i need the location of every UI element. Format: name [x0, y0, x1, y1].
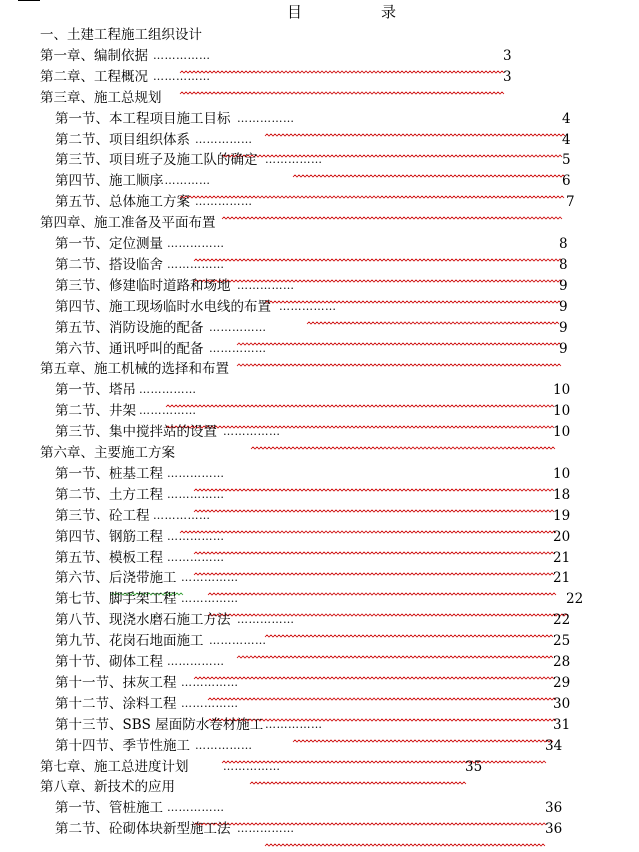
toc-entry-label: 第二节、搭设临舍: [55, 256, 163, 273]
toc-entry[interactable]: [0, 484, 639, 505]
toc-entry-label: 第三节、项目班子及施工队的确定: [55, 152, 258, 169]
toc-page-number: 20: [553, 528, 571, 545]
spellcheck-underline: [194, 666, 553, 671]
toc-page-number: 9: [559, 277, 568, 294]
toc-entry[interactable]: [0, 630, 639, 651]
toc-entry-label: 第四节、施工现场临时水电线的布置: [55, 298, 271, 315]
spellcheck-underline: [166, 394, 553, 399]
toc-page-number: 29: [553, 674, 571, 691]
spellcheck-underline: [208, 603, 566, 608]
toc-entry[interactable]: [0, 296, 639, 317]
spellcheck-underline: [180, 185, 562, 190]
toc-entry-label: 第四节、钢筋工程: [55, 528, 163, 545]
toc-leader-dots: ……………: [265, 153, 323, 167]
toc-page-number: 10: [553, 382, 571, 399]
spellcheck-underline: [293, 164, 562, 169]
toc-leader-dots: ……………: [237, 111, 295, 125]
toc-entry[interactable]: [0, 338, 639, 359]
toc-page-number: 36: [545, 821, 563, 838]
toc-entry[interactable]: [0, 400, 639, 421]
spellcheck-underline: [265, 123, 562, 128]
toc-leader-dots: ……………: [139, 383, 197, 397]
toc-entry-label: 第一章、编制依据: [40, 47, 148, 64]
toc-entry-label: 第一节、定位测量: [55, 236, 163, 252]
toc-entry-label: 第六节、通讯呼叫的配备: [55, 340, 204, 357]
toc-page-number: 6: [562, 173, 571, 190]
toc-entry[interactable]: [0, 45, 639, 66]
toc-page-number: 31: [553, 716, 571, 733]
toc-page-number: 3: [503, 68, 512, 85]
spellcheck-underline: [180, 520, 553, 525]
toc-leader-dots: ……………: [209, 341, 267, 355]
toc-entry[interactable]: [0, 317, 639, 338]
toc-entry-label: 第二节、土方工程: [55, 486, 163, 503]
toc-entry[interactable]: [0, 735, 639, 756]
spellcheck-underline: [194, 812, 545, 817]
toc-entry[interactable]: [0, 672, 639, 693]
toc-entry-label: 第十四节、季节性施工: [55, 737, 190, 754]
spellcheck-underline: [293, 729, 553, 734]
toc-heading[interactable]: [0, 358, 639, 379]
spellcheck-underline: [251, 436, 553, 441]
spellcheck-underline: [250, 771, 465, 776]
toc-entry[interactable]: [0, 651, 639, 672]
toc-page-number: 9: [559, 319, 568, 336]
toc-entry-label: 第五节、模板工程: [55, 549, 163, 566]
toc-entry-label: 第四节、施工顺序: [55, 173, 163, 190]
toc-page-number: 10: [553, 465, 571, 482]
toc-entry-label: 第一节、桩基工程: [55, 465, 163, 482]
toc-page-number: 34: [545, 737, 563, 754]
toc-leader-dots: ……………: [223, 759, 281, 773]
toc-entry-label: 第六节、后浇带施工: [55, 570, 177, 587]
toc-entry-label: 第六章、主要施工方案: [40, 445, 175, 461]
toc-entry-label: 第九节、花岗石地面施工: [55, 633, 204, 650]
toc-leader-dots: ……………: [167, 550, 225, 564]
toc-entry[interactable]: [0, 547, 639, 568]
toc-leader-dots: ……………: [153, 508, 211, 522]
spellcheck-underline: [194, 478, 553, 483]
toc-title: [0, 2, 639, 22]
toc-heading[interactable]: [0, 212, 639, 233]
toc-entry-label: 第一节、管桩施工: [55, 800, 163, 817]
toc-leader-dots: ……………: [181, 696, 239, 710]
toc-leader-dots: ……………: [223, 425, 281, 439]
toc-entry-label: 第二章、工程概况: [40, 68, 148, 85]
toc-entry-label: 一、土建工程施工组织设计: [40, 27, 202, 43]
toc-entry[interactable]: [0, 714, 639, 735]
toc-page-number: 36: [545, 800, 563, 817]
toc-entry-label: 第一节、本工程项目施工目标: [55, 110, 231, 127]
spellcheck-underline: [222, 144, 562, 149]
toc-entry-label: 第十二节、涂料工程: [55, 695, 177, 712]
toc-entry[interactable]: [0, 66, 639, 87]
toc-entry-label: 第二节、项目组织体系: [55, 131, 190, 148]
toc-leader-dots: ……………: [209, 634, 267, 648]
toc-entry[interactable]: [0, 254, 639, 275]
toc-entry[interactable]: [0, 463, 639, 484]
grammar-underline: [111, 582, 181, 587]
toc-leader-dots: ……………: [181, 571, 239, 585]
toc-page-number: 28: [553, 654, 571, 670]
toc-entry[interactable]: [0, 693, 639, 714]
toc-page-number: 30: [553, 695, 571, 712]
toc-leader-dots: ……………: [181, 675, 239, 689]
corner-mark: [18, 0, 40, 1]
toc-leader-dots: ……………: [167, 257, 225, 271]
toc-entry[interactable]: [0, 818, 639, 839]
spellcheck-underline: [265, 624, 553, 629]
spellcheck-underline: [208, 687, 553, 692]
toc-page-number: 19: [553, 507, 571, 524]
toc-leader-dots: ……………: [279, 299, 337, 313]
toc-page-number: 4: [562, 131, 571, 148]
toc-page-number: 9: [559, 340, 568, 357]
toc-entry-label: 第四章、施工准备及平面布置: [40, 215, 216, 232]
toc-leader-dots: ……………: [153, 69, 211, 83]
toc-heading[interactable]: [0, 776, 639, 797]
spellcheck-underline: [265, 833, 545, 838]
toc-page-number: 18: [553, 486, 571, 503]
spellcheck-underline: [237, 353, 559, 358]
toc-leader-dots: ……………: [195, 195, 253, 209]
toc-entry[interactable]: [0, 567, 639, 588]
toc-page-number: 10: [553, 424, 571, 441]
toc-entry[interactable]: [0, 797, 639, 818]
toc-entry[interactable]: [0, 588, 639, 609]
spellcheck-underline: [194, 269, 559, 274]
toc-leader-dots: ……………: [195, 132, 253, 146]
spellcheck-underline: [194, 541, 553, 546]
toc-page-number: 25: [553, 633, 571, 650]
toc-entry[interactable]: [0, 129, 639, 150]
toc-entry[interactable]: [0, 233, 639, 254]
toc-entry-label: 第八章、新技术的应用: [40, 779, 175, 796]
toc-entry[interactable]: [0, 108, 639, 129]
toc-entry-label: 第三节、砼工程: [55, 507, 150, 524]
toc-entry[interactable]: [0, 505, 639, 526]
toc-leader-dots: ……………: [167, 466, 225, 480]
toc-leader-dots: ……………: [265, 717, 323, 731]
spellcheck-underline: [208, 708, 553, 713]
toc-entry[interactable]: [0, 756, 639, 777]
toc-leader-dots: ……………: [181, 592, 239, 606]
spellcheck-underline: [265, 290, 559, 295]
title-char-mu: 目: [287, 3, 303, 21]
toc-heading[interactable]: [0, 87, 639, 108]
spellcheck-underline: [166, 415, 553, 420]
spellcheck-underline: [180, 60, 503, 65]
toc-page-number: 7: [566, 194, 575, 211]
toc-entry-label: 第三章、施工总规划: [40, 89, 162, 106]
toc-entry-label: 第十三节、SBS 屋面防水卷材施工: [55, 716, 264, 733]
toc-entry[interactable]: [0, 609, 639, 630]
toc-entry-label: 第二节、砼砌体块新型施工法: [55, 821, 231, 838]
toc-page-number: 21: [553, 570, 571, 587]
toc-entry-label: 第七节、脚手架工程: [55, 591, 177, 608]
toc-entry-label: 第五节、消防设施的配备: [55, 319, 204, 336]
spellcheck-underline: [222, 206, 562, 211]
toc-entry[interactable]: [0, 149, 639, 170]
toc-entry-label: 第五章、施工机械的选择和布置: [40, 361, 229, 378]
toc-page-number: 8: [559, 256, 568, 273]
toc-leader-dots: ……………: [237, 822, 295, 836]
spellcheck-underline: [307, 311, 559, 316]
toc-page-number: 10: [553, 403, 571, 420]
spellcheck-underline: [180, 81, 503, 86]
toc-leader-dots: ……………: [153, 48, 211, 62]
toc-page-number: 9: [559, 298, 568, 315]
toc-entry-label: 第一节、塔吊: [55, 382, 136, 399]
toc-leader-dots: ……………: [167, 487, 225, 501]
toc-entry-label: 第十节、砌体工程: [55, 654, 163, 670]
spellcheck-underline: [208, 582, 553, 587]
spellcheck-underline: [194, 499, 553, 504]
toc-leader-dots: ……………: [167, 655, 225, 668]
toc-page-number: 22: [566, 591, 584, 608]
toc-entry[interactable]: [0, 191, 639, 212]
toc-leader-dots: ……………: [167, 529, 225, 543]
toc-entry[interactable]: [0, 170, 639, 191]
toc-entry[interactable]: [0, 421, 639, 442]
toc-heading[interactable]: [0, 24, 639, 45]
toc-entry-label: 第七章、施工总进度计划: [40, 758, 189, 775]
toc-page-number: 4: [562, 110, 571, 127]
spellcheck-underline: [194, 562, 553, 567]
toc-entry-label: 第五节、总体施工方案: [55, 194, 190, 211]
title-char-lu: 录: [381, 3, 397, 21]
toc-page-number: 35: [465, 758, 483, 775]
toc-entry[interactable]: [0, 275, 639, 296]
toc-page-number: 3: [503, 47, 512, 64]
toc-entry-label: 第三节、集中搅拌站的设置: [55, 424, 217, 441]
toc-entry-label: 第十一节、抹灰工程: [55, 674, 177, 691]
toc-page-number: 21: [553, 549, 571, 566]
toc-leader-dots: ……………: [167, 237, 225, 250]
toc-leader-dots: ……………: [237, 613, 295, 627]
spellcheck-underline: [237, 645, 553, 650]
spellcheck-underline: [237, 332, 559, 337]
toc-leader-dots: ……………: [139, 404, 197, 418]
toc-entry-label: 第八节、现浇水磨石施工方法: [55, 612, 231, 629]
spellcheck-underline: [222, 750, 545, 755]
toc-leader-dots: ……………: [195, 738, 253, 752]
toc-entry[interactable]: [0, 379, 639, 400]
toc-entry[interactable]: [0, 526, 639, 547]
toc-page-number: 8: [559, 236, 568, 252]
toc-page-number: 22: [553, 612, 571, 629]
spellcheck-underline: [194, 248, 559, 253]
toc-leader-dots: ……………: [237, 278, 295, 292]
toc-leader-dots: ……………: [153, 174, 211, 188]
toc-leader-dots: ……………: [209, 320, 267, 334]
toc-entry-label: 第二节、井架: [55, 403, 136, 420]
toc-page-number: 5: [562, 152, 571, 169]
toc-heading[interactable]: [0, 442, 639, 463]
toc-entry-label: 第三节、修建临时道路和场地: [55, 277, 231, 294]
toc-leader-dots: ……………: [167, 801, 225, 815]
